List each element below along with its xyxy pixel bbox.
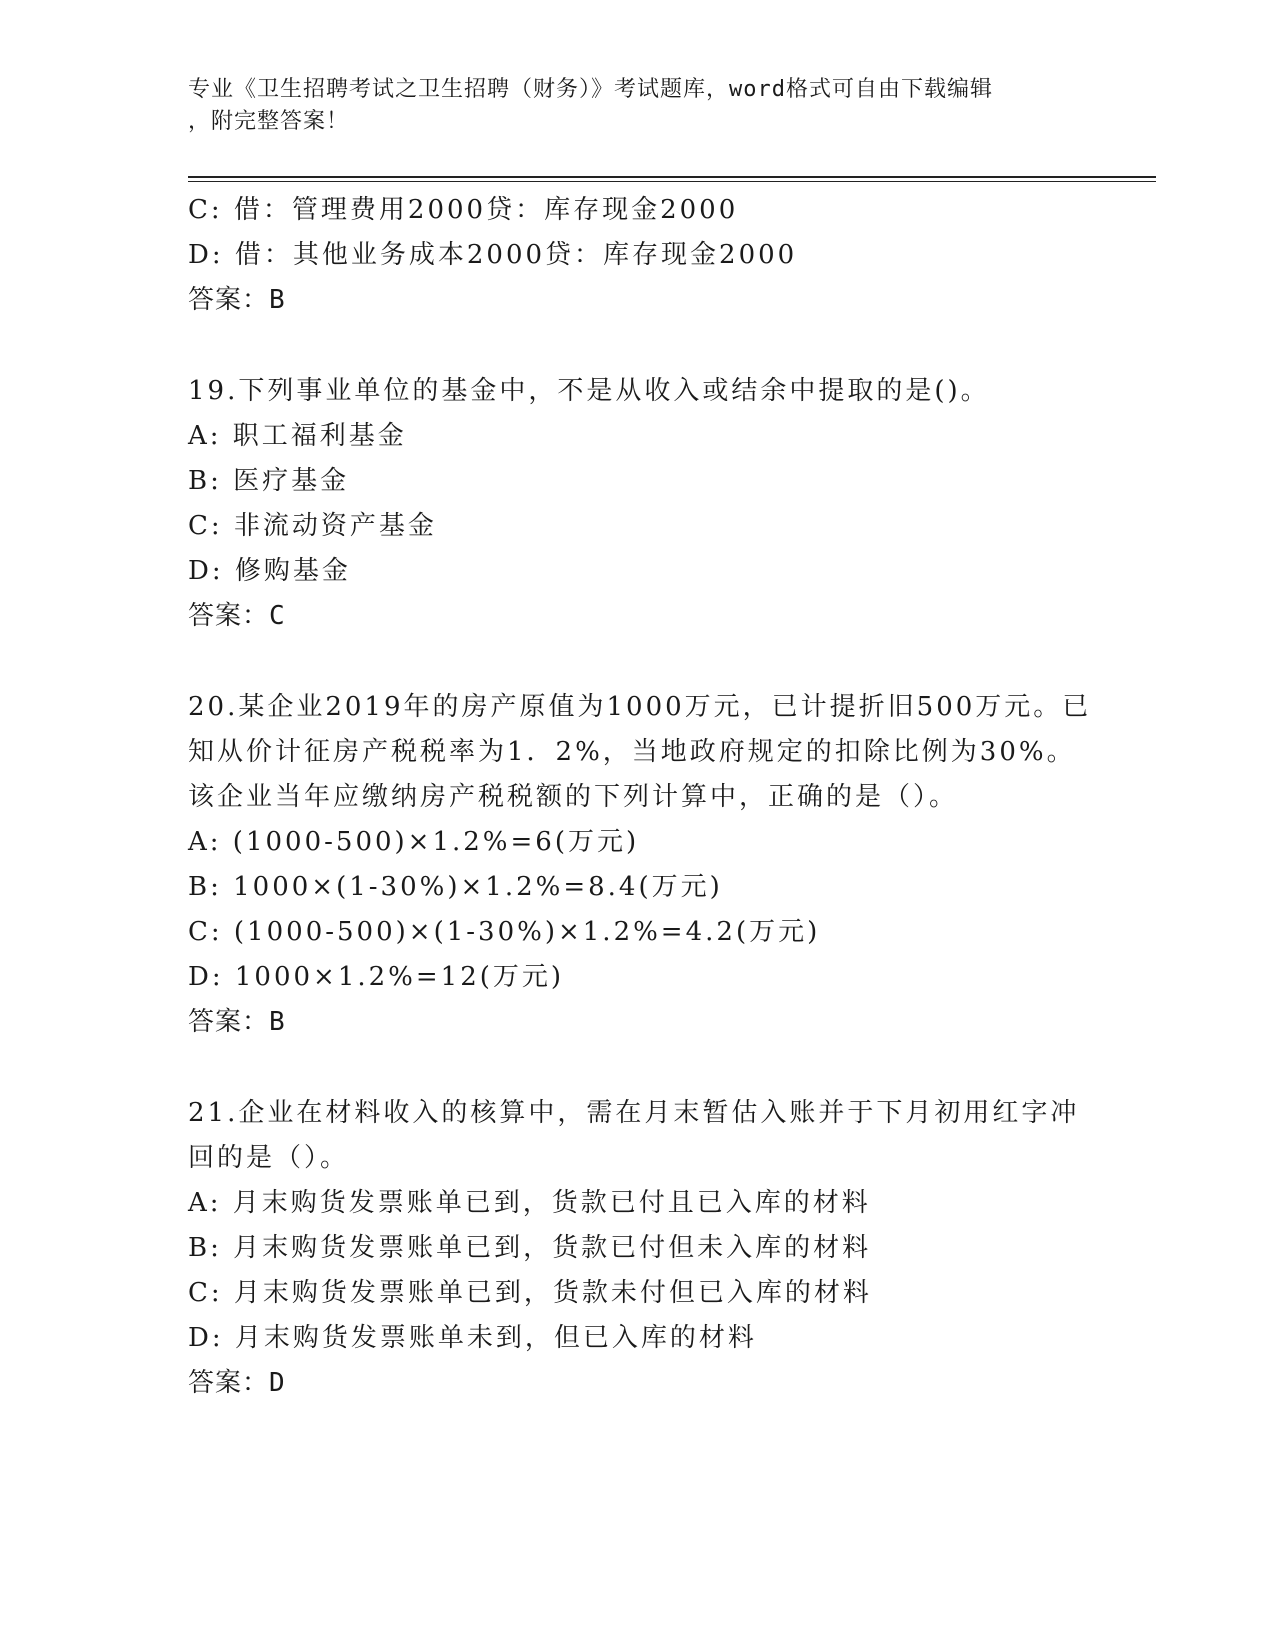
option-a: A: 月末购货发票账单已到，货款已付且已入库的材料	[188, 1188, 871, 1218]
header-divider	[188, 176, 1156, 182]
option-b: B: 月末购货发票账单已到，货款已付但未入库的材料	[188, 1233, 872, 1263]
option-c: C: 非流动资产基金	[188, 511, 437, 541]
answer: 答案：D	[188, 1368, 286, 1398]
question-text: 知从价计征房产税税率为1．2%，当地政府规定的扣除比例为30%。	[188, 737, 1076, 767]
question-block-previous	[188, 188, 1088, 323]
question-block-20	[188, 685, 1092, 1045]
question-text: 回的是（）。	[188, 1143, 350, 1173]
question-text: 21.企业在材料收入的核算中，需在月末暂估入账并于下月初用红字冲	[188, 1098, 1080, 1128]
option-c: C: 月末购货发票账单已到，货款未付但已入库的材料	[188, 1278, 872, 1308]
question-text: 20.某企业2019年的房产原值为1000万元，已计提折旧500万元。已	[188, 692, 1092, 722]
question-text: 19.下列事业单位的基金中，不是从收入或结余中提取的是()。	[188, 376, 990, 406]
option-d: D: 月末购货发票账单未到，但已入库的材料	[188, 1323, 757, 1353]
question-list	[188, 188, 1092, 1406]
option-d: D: 1000×1.2%=12(万元)	[188, 962, 565, 992]
question-block-21	[188, 1091, 1088, 1406]
option-b: B: 医疗基金	[188, 466, 350, 496]
header-line-1: 专业《卫生招聘考试之卫生招聘（财务）》考试题库，word格式可自由下载编辑	[188, 77, 993, 102]
option-d: D: 修购基金	[188, 556, 351, 586]
option-c: C: (1000-500)×(1-30%)×1.2%=4.2(万元)	[188, 917, 821, 947]
question-text: 该企业当年应缴纳房产税税额的下列计算中，正确的是（）。	[188, 782, 959, 812]
question-block-19	[188, 369, 1088, 639]
answer: 答案：C	[188, 601, 286, 631]
option-a: A: (1000-500)×1.2%=6(万元)	[188, 827, 640, 857]
header-line-2: ，附完整答案！	[188, 109, 350, 134]
document-header	[188, 74, 1088, 138]
option-a: A: 职工福利基金	[188, 421, 407, 451]
answer: 答案：B	[188, 285, 286, 315]
option-b: B: 1000×(1-30%)×1.2%=8.4(万元)	[188, 872, 723, 902]
option-c: C: 借：管理费用2000贷：库存现金2000	[188, 195, 739, 225]
answer: 答案：B	[188, 1007, 286, 1037]
option-d: D: 借：其他业务成本2000贷：库存现金2000	[188, 240, 798, 270]
